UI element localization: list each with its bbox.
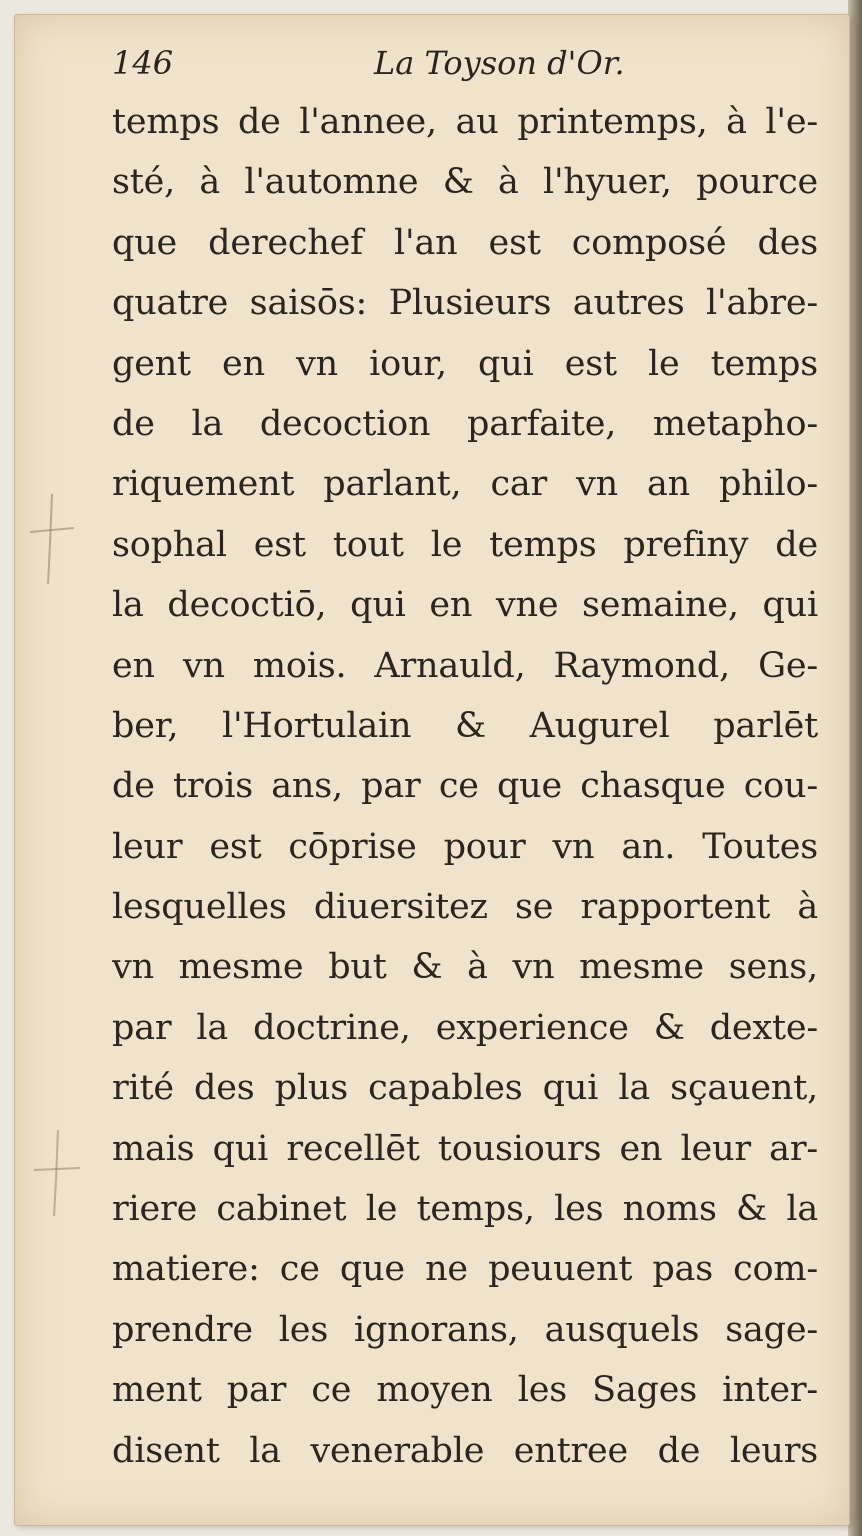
text-line: ber, l'Hortulain & Augurel parlēt	[112, 705, 818, 746]
text-line: prendre les ignorans, ausquels sage-	[112, 1309, 818, 1350]
text-line: disent la venerable entree de leurs	[112, 1430, 818, 1471]
text-line: leur est cōprise pour vn an. Toutes	[112, 826, 818, 867]
text-line: quatre saisōs: Plusieurs autres l'abre-	[112, 283, 818, 324]
page-header	[112, 44, 812, 94]
text-line: de la decoction parfaite, metapho-	[112, 403, 818, 444]
text-line: matiere: ce que ne peuuent pas com-	[112, 1249, 818, 1290]
text-line: lesquelles diuersitez se rapportent à	[112, 887, 818, 928]
text-line: temps de l'annee, au printemps, à l'e-	[112, 102, 818, 142]
margin-annotation-mark	[24, 1120, 84, 1230]
running-title: La Toyson d'Or.	[374, 44, 625, 82]
text-line: sté, à l'automne & à l'hyuer, pource	[112, 162, 818, 203]
text-line: riquement parlant, car vn an philo-	[112, 464, 818, 505]
text-line: ment par ce moyen les Sages inter-	[112, 1370, 818, 1411]
text-line: vn mesme but & à vn mesme sens,	[112, 947, 818, 988]
text-line: de trois ans, par ce que chasque cou-	[112, 766, 818, 807]
text-line: riere cabinet le temps, les noms & la	[112, 1189, 818, 1230]
text-line: en vn mois. Arnauld, Raymond, Ge-	[112, 645, 818, 686]
text-line: sophal est tout le temps prefiny de	[112, 524, 818, 565]
text-line: mais qui recellēt tousiours en leur ar-	[112, 1128, 818, 1169]
body-text	[112, 92, 818, 1481]
book-spine	[848, 0, 862, 1536]
text-line: la decoctiō, qui en vne semaine, qui	[112, 585, 818, 626]
text-line: que derechef l'an est composé des	[112, 222, 818, 263]
text-line: gent en vn iour, qui est le temps	[112, 343, 818, 384]
margin-annotation-mark	[22, 484, 82, 594]
text-line: par la doctrine, experience & dexte-	[112, 1007, 818, 1048]
text-line: rité des plus capables qui la sçauent,	[112, 1068, 818, 1109]
page-number: 146	[112, 44, 174, 82]
